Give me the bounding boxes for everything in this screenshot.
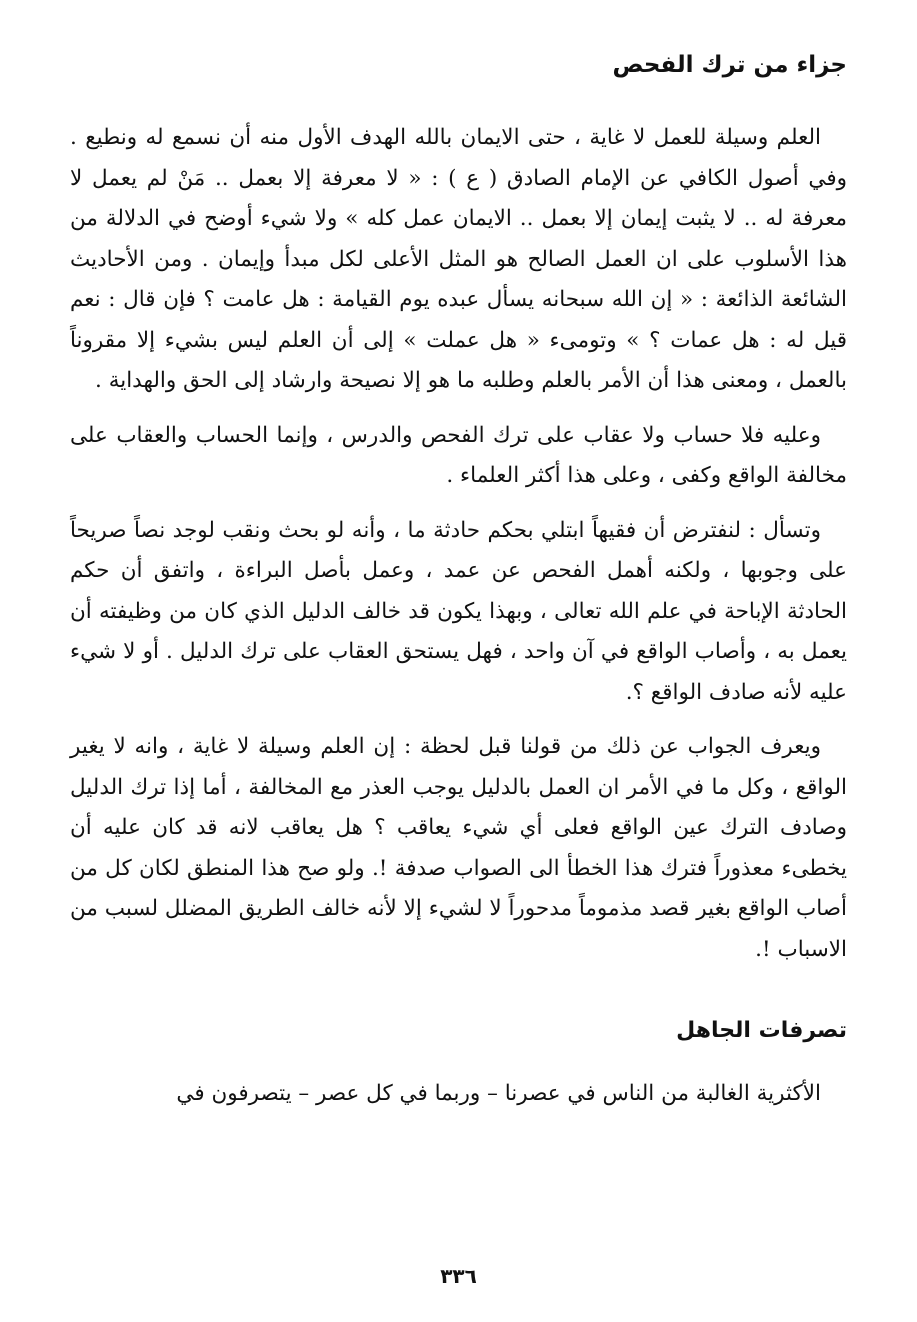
paragraph-2: وعليه فلا حساب ولا عقاب على ترك الفحص والدرس ، وإنما الحساب والعقاب على مخالفة الواقع وكفى ، وعلى هذا أكثر العلماء . [70,422,847,488]
page-number: ٣٣٦ [440,1264,477,1288]
section-paragraph: الأكثرية الغالبة من الناس في عصرنا – وربما في كل عصر – يتصرفون في [176,1081,821,1106]
paragraph-3: وتسأل : لنفترض أن فقيهاً ابتلي بحكم حادثة ما ، وأنه لو بحث ونقب لوجد نصاً صريحاً على وجوبها ، ولكنه أهمل الفحص عن عمد ، وعمل بأصل البراءة ، واتفق أن حكم الحادثة الإباحة في علم الله تعالى ، وبهذا يكون قد خالف الدليل الذي كان من وظيفته أن يعمل به ، وأصاب الواقع في آن واحد ، فهل يستحق العقاب على ترك الدليل . أو لا شيء عليه لأنه صادف الواقع ؟. [70,517,847,705]
running-head: جزاء من ترك الفحص [612,52,847,78]
paragraph-1: العلم وسيلة للعمل لا غاية ، حتى الايمان بالله الهدف الأول منه أن نسمع له ونطيع . وفي أصول الكافي عن الإمام الصادق ( ع ) : « لا معرفة إلا بعمل .. مَنْ لم يعمل لا معرفة له .. لا يثبت إيمان إلا بعمل .. الايمان عمل كله » ولا شيء أوضح في الدلالة من هذا الأسلوب على ان العمل الصالح هو المثل الأعلى لكل مبدأ وإيمان . ومن الأحاديث الشائعة الذائعة : « إن الله سبحانه يسأل عبده يوم القيامة : هل عامت ؟ فإن قال : نعم قيل له : هل عمات ؟ » وتومىء « هل عملت » إلى أن العلم ليس بشيء إلا مقروناً بالعمل ، ومعنى هذا أن الأمر بالعلم وطلبه ما هو إلا نصيحة وارشاد إلى الحق والهداية . [70,125,847,393]
paragraph-4: ويعرف الجواب عن ذلك من قولنا قبل لحظة : إن العلم وسيلة لا غاية ، وانه لا يغير الواقع ، وكل ما في الأمر ان العمل بالدليل يوجب العذر مع المخالفة ، أما إذا ترك الدليل وصادف الترك عين الواقع فعلى أي شيء يعاقب ؟ هل يعاقب لانه قد كان عليه أن يخطىء معذوراً فترك هذا الخطأ الى الصواب صدفة !. ولو صح هذا المنطق لكان كل من أصاب الواقع بغير قصد مذموماً مدحوراً لا لشيء إلا لأنه خالف الطريق المضلل لسبب من الاسباب !. [70,734,847,962]
section-heading: تصرفات الجاهل [676,1018,847,1043]
page-body [70,50,847,1115]
